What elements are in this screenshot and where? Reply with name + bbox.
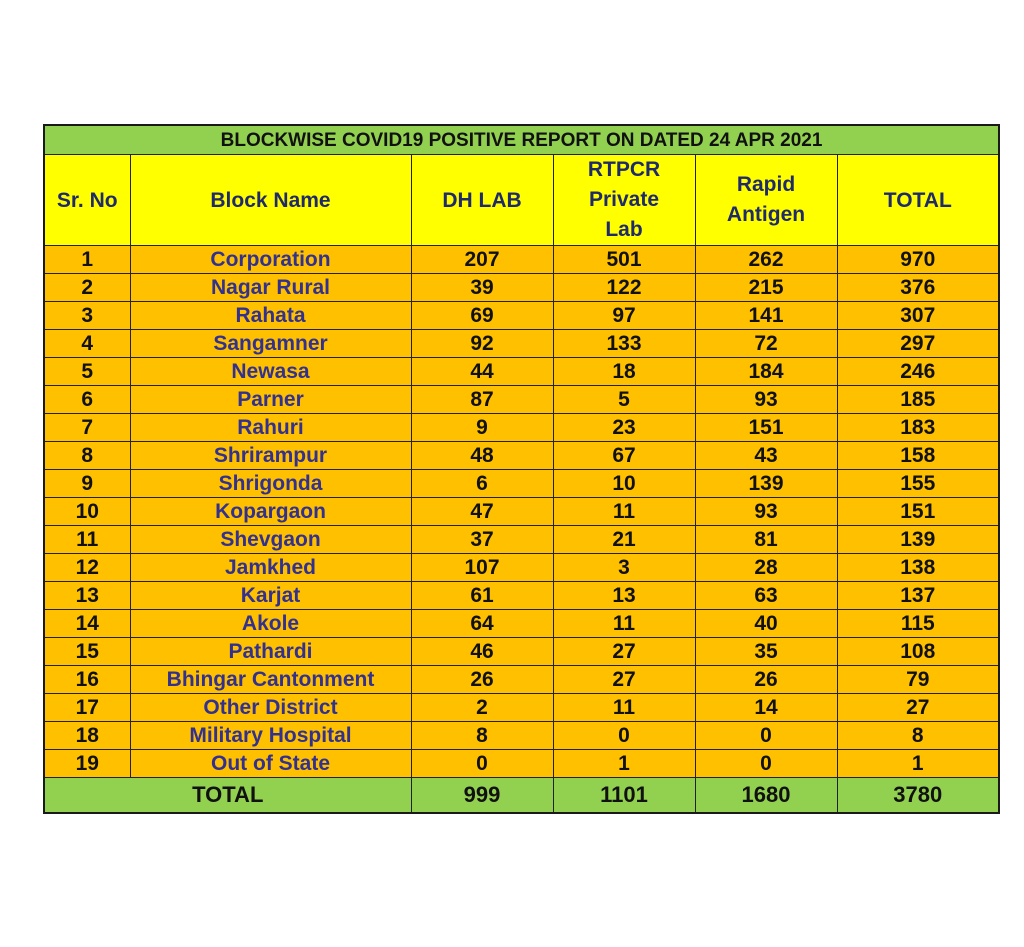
cell-rapid-antigen: 28	[695, 554, 837, 582]
table-row	[44, 274, 999, 302]
cell-sr-no: 11	[44, 526, 130, 554]
cell-total: 137	[837, 582, 999, 610]
cell-dh-lab: 87	[411, 386, 553, 414]
cell-total: 246	[837, 358, 999, 386]
table-row	[44, 498, 999, 526]
header-rapid-antigen	[695, 155, 837, 246]
cell-total: 307	[837, 302, 999, 330]
cell-rtpcr: 11	[553, 498, 695, 526]
table-row	[44, 582, 999, 610]
cell-total: 139	[837, 526, 999, 554]
cell-rtpcr: 3	[553, 554, 695, 582]
cell-block-name: Shevgaon	[130, 526, 411, 554]
cell-sr-no: 14	[44, 610, 130, 638]
cell-rapid-antigen: 40	[695, 610, 837, 638]
table-row	[44, 330, 999, 358]
total-dh-lab: 999	[411, 778, 553, 814]
cell-sr-no: 1	[44, 246, 130, 274]
cell-rapid-antigen: 63	[695, 582, 837, 610]
cell-block-name: Shrirampur	[130, 442, 411, 470]
cell-dh-lab: 48	[411, 442, 553, 470]
cell-block-name: Jamkhed	[130, 554, 411, 582]
cell-block-name: Corporation	[130, 246, 411, 274]
table-row	[44, 722, 999, 750]
cell-rapid-antigen: 81	[695, 526, 837, 554]
cell-total: 27	[837, 694, 999, 722]
cell-rtpcr: 1	[553, 750, 695, 778]
cell-rtpcr: 97	[553, 302, 695, 330]
cell-rtpcr: 23	[553, 414, 695, 442]
cell-sr-no: 13	[44, 582, 130, 610]
cell-dh-lab: 6	[411, 470, 553, 498]
cell-sr-no: 9	[44, 470, 130, 498]
cell-rtpcr: 18	[553, 358, 695, 386]
cell-dh-lab: 46	[411, 638, 553, 666]
cell-sr-no: 19	[44, 750, 130, 778]
cell-rtpcr: 122	[553, 274, 695, 302]
cell-dh-lab: 39	[411, 274, 553, 302]
cell-total: 158	[837, 442, 999, 470]
cell-total: 115	[837, 610, 999, 638]
cell-dh-lab: 69	[411, 302, 553, 330]
cell-sr-no: 8	[44, 442, 130, 470]
cell-rtpcr: 133	[553, 330, 695, 358]
cell-rtpcr: 67	[553, 442, 695, 470]
cell-total: 1	[837, 750, 999, 778]
cell-rtpcr: 13	[553, 582, 695, 610]
cell-rapid-antigen: 72	[695, 330, 837, 358]
cell-dh-lab: 64	[411, 610, 553, 638]
table-row	[44, 302, 999, 330]
cell-sr-no: 4	[44, 330, 130, 358]
cell-total: 376	[837, 274, 999, 302]
cell-total: 185	[837, 386, 999, 414]
cell-dh-lab: 92	[411, 330, 553, 358]
cell-rapid-antigen: 35	[695, 638, 837, 666]
cell-dh-lab: 2	[411, 694, 553, 722]
cell-total: 970	[837, 246, 999, 274]
cell-block-name: Shrigonda	[130, 470, 411, 498]
cell-block-name: Karjat	[130, 582, 411, 610]
cell-dh-lab: 8	[411, 722, 553, 750]
cell-rtpcr: 27	[553, 666, 695, 694]
cell-total: 297	[837, 330, 999, 358]
covid-report-table	[43, 124, 1000, 814]
cell-block-name: Sangamner	[130, 330, 411, 358]
cell-block-name: Other District	[130, 694, 411, 722]
cell-total: 151	[837, 498, 999, 526]
cell-rtpcr: 11	[553, 694, 695, 722]
cell-dh-lab: 37	[411, 526, 553, 554]
cell-sr-no: 15	[44, 638, 130, 666]
header-rtpcr-line-2: Private	[588, 188, 660, 211]
cell-sr-no: 10	[44, 498, 130, 526]
cell-sr-no: 16	[44, 666, 130, 694]
cell-rtpcr: 21	[553, 526, 695, 554]
cell-sr-no: 18	[44, 722, 130, 750]
cell-dh-lab: 0	[411, 750, 553, 778]
cell-rapid-antigen: 14	[695, 694, 837, 722]
header-rapid-line-2: Antigen	[726, 203, 806, 226]
cell-rtpcr: 10	[553, 470, 695, 498]
cell-rtpcr: 0	[553, 722, 695, 750]
cell-block-name: Parner	[130, 386, 411, 414]
cell-block-name: Rahata	[130, 302, 411, 330]
cell-block-name: Newasa	[130, 358, 411, 386]
cell-rapid-antigen: 139	[695, 470, 837, 498]
header-row	[44, 155, 999, 246]
title-row	[44, 125, 999, 155]
cell-sr-no: 5	[44, 358, 130, 386]
cell-rapid-antigen: 151	[695, 414, 837, 442]
cell-rtpcr: 501	[553, 246, 695, 274]
table-row	[44, 638, 999, 666]
header-sr-no: Sr. No	[44, 155, 130, 246]
cell-rapid-antigen: 184	[695, 358, 837, 386]
table-row	[44, 610, 999, 638]
cell-total: 79	[837, 666, 999, 694]
header-dh-lab: DH LAB	[411, 155, 553, 246]
report-title: BLOCKWISE COVID19 POSITIVE REPORT ON DATED 24 APR 2021	[44, 125, 999, 155]
cell-block-name: Kopargaon	[130, 498, 411, 526]
total-row	[44, 778, 999, 814]
table-row	[44, 246, 999, 274]
cell-rapid-antigen: 93	[695, 386, 837, 414]
cell-block-name: Akole	[130, 610, 411, 638]
table-row	[44, 442, 999, 470]
total-rapid-antigen: 1680	[695, 778, 837, 814]
cell-dh-lab: 47	[411, 498, 553, 526]
table-row	[44, 386, 999, 414]
header-block-name: Block Name	[130, 155, 411, 246]
cell-total: 183	[837, 414, 999, 442]
cell-sr-no: 17	[44, 694, 130, 722]
cell-dh-lab: 9	[411, 414, 553, 442]
cell-rapid-antigen: 93	[695, 498, 837, 526]
table-row	[44, 526, 999, 554]
cell-rapid-antigen: 0	[695, 750, 837, 778]
cell-block-name: Pathardi	[130, 638, 411, 666]
cell-rtpcr: 11	[553, 610, 695, 638]
total-rtpcr: 1101	[553, 778, 695, 814]
cell-total: 108	[837, 638, 999, 666]
cell-sr-no: 2	[44, 274, 130, 302]
cell-rapid-antigen: 43	[695, 442, 837, 470]
cell-rtpcr: 27	[553, 638, 695, 666]
cell-block-name: Bhingar Cantonment	[130, 666, 411, 694]
cell-sr-no: 3	[44, 302, 130, 330]
header-rtpcr-line-1: RTPCR	[587, 158, 661, 181]
cell-rapid-antigen: 215	[695, 274, 837, 302]
cell-block-name: Out of State	[130, 750, 411, 778]
cell-rtpcr: 5	[553, 386, 695, 414]
header-rtpcr-line-3: Lab	[605, 218, 643, 241]
table-row	[44, 666, 999, 694]
header-rtpcr-private-lab	[553, 155, 695, 246]
cell-dh-lab: 26	[411, 666, 553, 694]
table-row	[44, 358, 999, 386]
cell-dh-lab: 107	[411, 554, 553, 582]
cell-block-name: Military Hospital	[130, 722, 411, 750]
cell-dh-lab: 207	[411, 246, 553, 274]
table-row	[44, 414, 999, 442]
cell-total: 138	[837, 554, 999, 582]
cell-rapid-antigen: 26	[695, 666, 837, 694]
table-row	[44, 470, 999, 498]
cell-total: 8	[837, 722, 999, 750]
cell-dh-lab: 61	[411, 582, 553, 610]
total-label: TOTAL	[44, 778, 411, 814]
total-grand: 3780	[837, 778, 999, 814]
cell-dh-lab: 44	[411, 358, 553, 386]
cell-sr-no: 6	[44, 386, 130, 414]
table-row	[44, 750, 999, 778]
cell-total: 155	[837, 470, 999, 498]
table-row	[44, 694, 999, 722]
table-row	[44, 554, 999, 582]
cell-sr-no: 12	[44, 554, 130, 582]
cell-block-name: Nagar Rural	[130, 274, 411, 302]
cell-rapid-antigen: 0	[695, 722, 837, 750]
cell-block-name: Rahuri	[130, 414, 411, 442]
cell-rapid-antigen: 141	[695, 302, 837, 330]
cell-sr-no: 7	[44, 414, 130, 442]
cell-rapid-antigen: 262	[695, 246, 837, 274]
header-total: TOTAL	[837, 155, 999, 246]
header-rapid-line-1: Rapid	[736, 173, 796, 196]
